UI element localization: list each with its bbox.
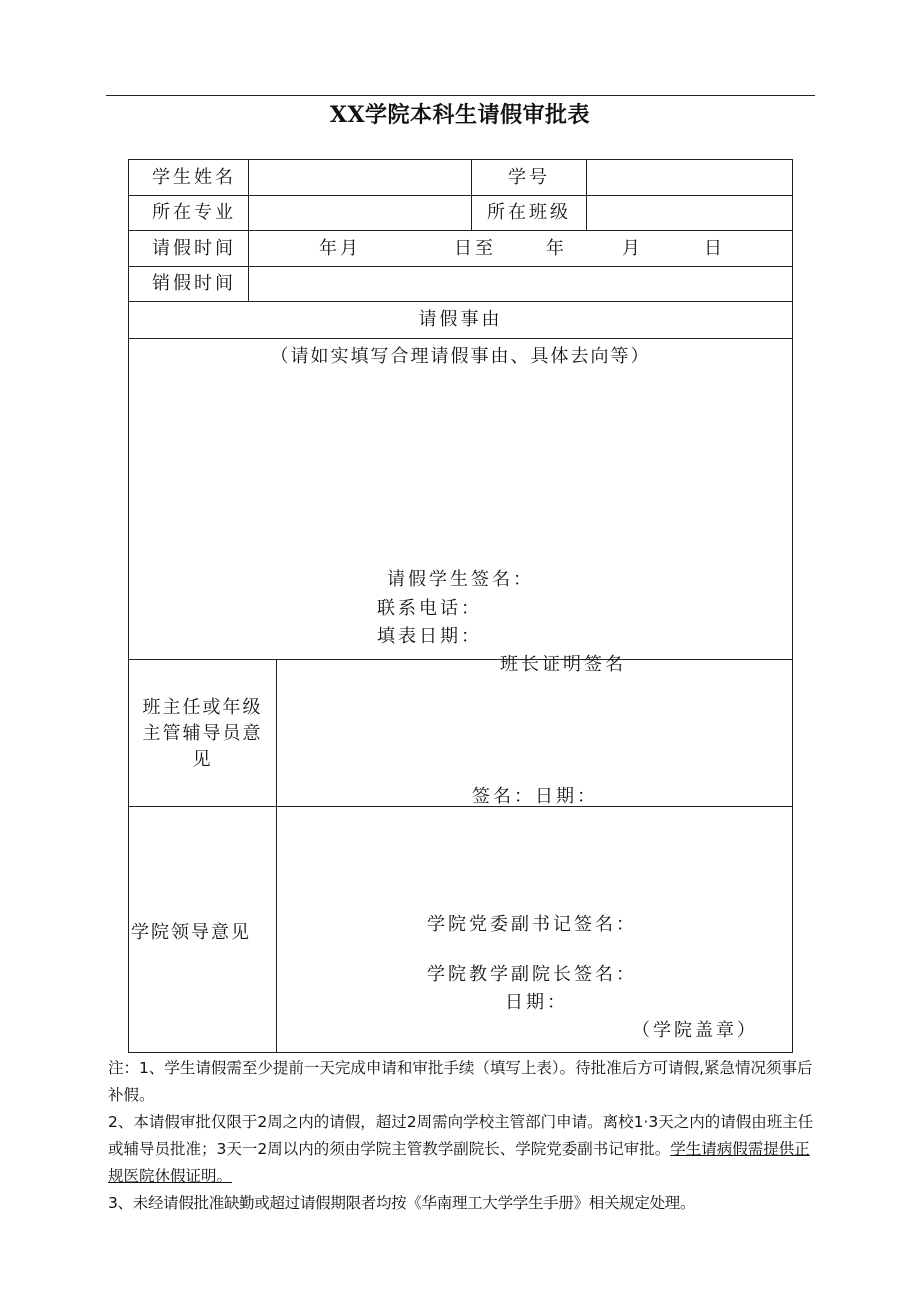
cancel-time-label: 销假时间 <box>152 273 236 294</box>
student-name-field[interactable] <box>249 160 471 195</box>
class-label: 所在班级 <box>487 202 571 223</box>
leave-time-part: 日 <box>704 238 725 259</box>
leave-time-part: 年 <box>546 238 567 259</box>
student-id-field[interactable] <box>587 160 792 195</box>
note-2: 2、本请假审批仅限于2周之内的请假，超过2周需向学校主管部门申请。离校1·3天之内的请假由班主任或辅导员批准；3天一2周以内的须由学院主管教学副院长、学院党委副书记审批。学生请病假需提供正规医院休假证明。 <box>108 1113 814 1185</box>
leader-date-label: 日期： <box>505 992 568 1013</box>
monitor-sign-label: 班长证明签名 <box>500 654 626 675</box>
party-sign-label: 学院党委副书记签名： <box>427 914 637 935</box>
cancel-time-field[interactable] <box>249 267 792 301</box>
student-id-label: 学号 <box>508 167 550 188</box>
dean-sign-label: 学院教学副院长签名： <box>427 964 637 985</box>
phone-label: 联系电话： <box>377 598 482 619</box>
leave-time-part: 日至 <box>454 238 496 259</box>
page-title: XX学院本科生请假审批表 <box>329 102 591 128</box>
note-3: 3、未经请假批准缺勤或超过请假期限者均按《华南理工大学学生手册》相关规定处理。 <box>108 1194 696 1212</box>
reason-header: 请假事由 <box>418 309 503 330</box>
notes <box>108 1055 820 1217</box>
note-1: 注：1、学生请假需至少提前一天完成申请和审批手续（填写上表）。待批准后方可请假,紧急情况须事后补假。 <box>108 1059 813 1104</box>
seal-label: （学院盖章） <box>632 1020 758 1041</box>
fill-date-label: 填表日期： <box>377 626 482 647</box>
class-field[interactable] <box>587 196 792 230</box>
major-field[interactable] <box>249 196 471 230</box>
student-sign-label: 请假学生签名： <box>387 569 534 590</box>
leave-time-label: 请假时间 <box>152 238 236 259</box>
leave-time-part: 年月 <box>319 238 361 259</box>
reason-hint: （请如实填写合理请假事由、具体去向等） <box>270 346 651 367</box>
monitor-sign-clip <box>500 648 650 675</box>
leave-time-part: 月 <box>622 238 643 259</box>
student-name-label: 学生姓名 <box>152 167 236 188</box>
advisor-label: 班主任或年级 主管辅导员意 见 <box>142 697 263 770</box>
leave-time-field[interactable] <box>249 231 792 266</box>
note-2-underlined: 学生请病假需提供正规医院休假证明。 <box>108 1140 810 1185</box>
major-label: 所在专业 <box>152 202 236 223</box>
advisor-sign-date: 签名：日期： <box>472 786 598 807</box>
top-rule <box>106 95 815 96</box>
leader-label: 学院领导意见 <box>131 922 251 943</box>
